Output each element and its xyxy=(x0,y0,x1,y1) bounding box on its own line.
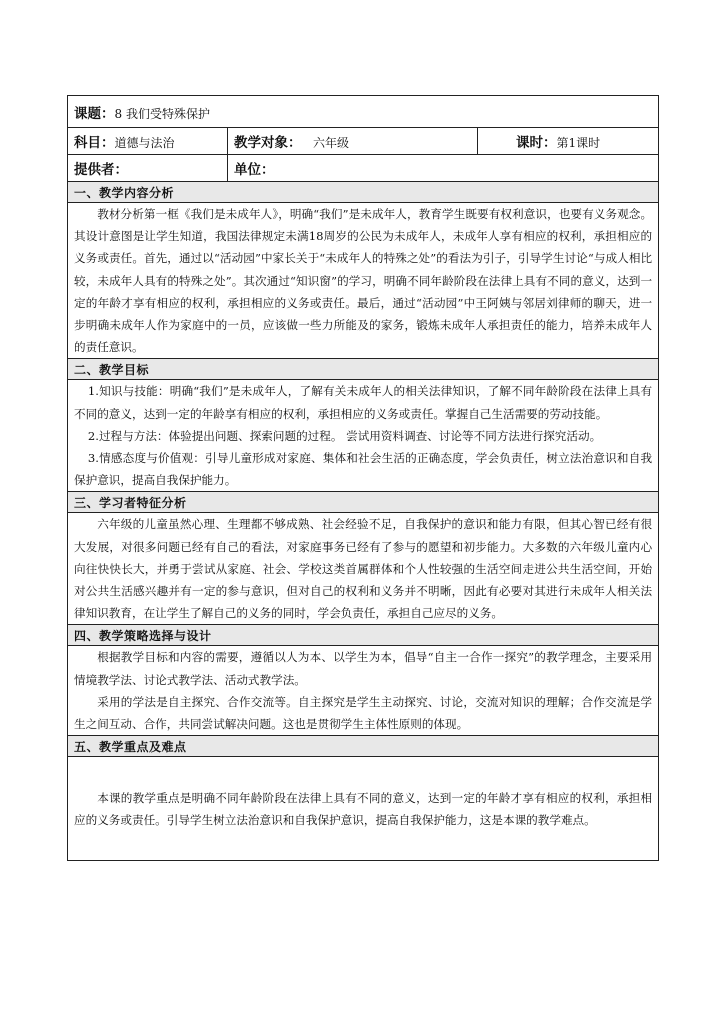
paragraph: 根据教学目标和内容的需要，遵循以人为本、以学生为本，倡导“自主一合作一探究”的教学理念，主要采用情境教学法、讨论式教学法、活动式教学法。 xyxy=(74,650,653,687)
subject-cell xyxy=(68,128,228,155)
section-title: 一、教学内容分析 xyxy=(68,182,659,203)
lesson-plan-page xyxy=(67,95,658,861)
subject-label: 科目： xyxy=(74,135,115,151)
section-header-key-points xyxy=(68,736,659,757)
section-body-learner-analysis xyxy=(68,513,659,625)
provider-label: 提供者： xyxy=(74,162,128,178)
audience-value: 六年级 xyxy=(312,136,349,150)
unit-cell xyxy=(228,155,659,182)
paragraph: 1.知识与技能：明确“我们”是未成年人，了解有关未成年人的相关法律知识，了解不同年龄阶段在法律上具有不同的意义，达到一定的年龄享有相应的权利，承担相应的义务或责任。掌握自己生活需要的劳动技能。 xyxy=(74,384,653,421)
subject-value: 道德与法治 xyxy=(114,136,175,150)
audience-label: 教学对象： xyxy=(234,135,302,151)
lesson-plan-table xyxy=(67,95,659,861)
section-title: 二、教学目标 xyxy=(68,359,659,380)
section-body-content-analysis xyxy=(68,203,659,359)
period-cell xyxy=(478,128,659,155)
provider-row xyxy=(68,155,659,182)
period-value: 第1课时 xyxy=(556,136,601,150)
section-header-content-analysis xyxy=(68,182,659,203)
topic-label: 课题： xyxy=(74,105,115,122)
unit-label: 单位： xyxy=(234,162,275,178)
section-title: 四、教学策略选择与设计 xyxy=(68,625,659,646)
topic-row xyxy=(68,96,659,128)
paragraph: 教材分析第一框《我们是未成年人》，明确“我们”是未成年人，教育学生既要有权利意识，也要有义务观念。其设计意图是让学生知道，我国法律规定未满18周岁的公民为未成年人，未成年人享有相应的权利，承担相应的义务或责任。首先，通过以“活动园”中家长关于“未成年人的特殊之处”的看法为引子，引导学生讨论“与成人相比较，未成年人具有的特殊之处”。其次通过“知识窗”的学习，明确不同年龄阶段在法律上具有不同的意义，达到一定的年龄才享有相应的权利，承担相应的义务或责任。最后，通过“活动园”中王阿姨与邻居刘律师的聊天，进一步明确未成年人作为家庭中的一员，应该做一些力所能及的家务，锻炼未成年人承担责任的能力，培养未成年人的责任意识。 xyxy=(74,207,653,355)
provider-cell xyxy=(68,155,228,182)
section-body-teaching-goals xyxy=(68,380,659,492)
section-header-learner-analysis xyxy=(68,492,659,513)
period-label: 课时： xyxy=(516,135,557,151)
paragraph: 本课的教学重点是明确不同年龄阶段在法律上具有不同的意义，达到一定的年龄才享有相应的权利，承担相应的义务或责任。引导学生树立法治意识和自我保护意识，提高自我保护能力，这是本课的教学难点。 xyxy=(74,790,653,827)
topic-cell xyxy=(68,96,659,128)
section-title: 五、教学重点及难点 xyxy=(68,736,659,757)
section-body-key-points xyxy=(68,757,659,861)
paragraph: 2.过程与方法：体验提出问题、探索问题的过程。 尝试用资料调查、讨论等不同方法进行探究活动。 xyxy=(87,428,602,443)
audience-cell xyxy=(228,128,478,155)
paragraph: 采用的学法是自主探究、合作交流等。自主探究是学生主动探究、讨论，交流对知识的理解；合作交流是学生之间互动、合作，共同尝试解决问题。这也是贯彻学生主体性原则的体现。 xyxy=(74,694,653,732)
section-body-strategy xyxy=(68,646,659,736)
section-header-strategy xyxy=(68,625,659,646)
paragraph: 3.情感态度与价值观：引导儿童形成对家庭、集体和社会生活的正确态度，学会负责任，树立法治意识和自我保护意识，提高自我保护能力。 xyxy=(74,451,653,488)
paragraph: 六年级的儿童虽然心理、生理都不够成熟、社会经验不足，自我保护的意识和能力有限，但其心智已经有很大发展，对很多问题已经有自己的看法，对家庭事务已经有了参与的愿望和初步能力。大多数的六年级儿童内心向往快快长大，并勇于尝试从家庭、社会、学校这类首属群体和个人性较强的生活空间走进公共生活空间，开始对公共生活感兴趣并有一定的参与意识，但对自己的权利和义务并不明晰，因此有必要对其进行未成年人相关法律知识教育，在让学生了解自己的义务的同时，学会负责任，承担自己应尽的义务。 xyxy=(74,517,653,621)
topic-value: 8 我们受特殊保护 xyxy=(114,106,210,121)
subject-row xyxy=(68,128,659,155)
section-title: 三、学习者特征分析 xyxy=(68,492,659,513)
section-header-teaching-goals xyxy=(68,359,659,380)
